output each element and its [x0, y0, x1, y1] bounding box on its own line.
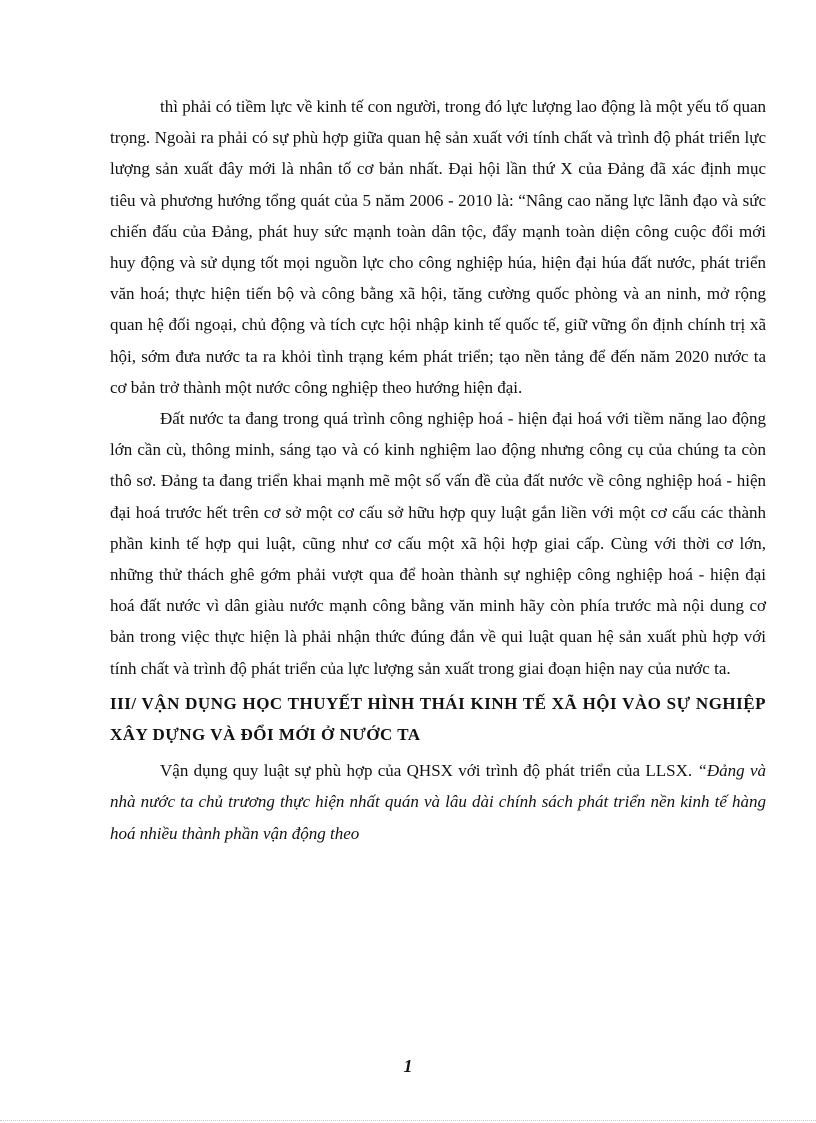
page-body [110, 91, 766, 849]
paragraph-3-intro: Vận dụng quy luật sự phù hợp của QHSX với trình độ phát triển của LLSX. [160, 760, 698, 780]
footer-divider [0, 1120, 816, 1121]
body-paragraph-2: Đất nước ta đang trong quá trình công nghiệp hoá - hiện đại hoá với tiềm năng lao động lớn cần cù, thông minh, sáng tạo và có kinh nghiệm lao động nhưng công cụ của chúng ta còn thô sơ. Đảng ta đang triển khai mạnh mẽ một số vấn đề của đất nước về công nghiệp hoá - hiện đại hoá trước hết trên cơ sở một cơ cấu sở hữu hợp quy luật gắn liền với một cơ cấu các thành phần kinh tế hợp qui luật, cũng như cơ cấu một xã hội hợp giai cấp. Cùng với thời cơ lớn, những thử thách ghê gớm phải vượt qua để hoàn thành sự nghiệp công nghiệp hoá - hiện đại hoá đất nước vì dân giàu nước mạnh công bằng văn minh hãy còn phía trước mà nội dung cơ bản trong việc thực hiện là phải nhận thức đúng đắn về qui luật quan hệ sản xuất phù hợp với tính chất và trình độ phát triển của lực lượng sản xuất trong giai đoạn hiện nay của nước ta. [110, 409, 766, 678]
body-paragraph-1: thì phải có tiềm lực về kinh tế con người, trong đó lực lượng lao động là một yếu tố quan trọng. Ngoài ra phải có sự phù hợp giữa quan hệ sản xuất với tính chất và trình độ phát triển lực lượng sản xuất đây mới là nhân tố cơ bản nhất. Đại hội lần thứ X của Đảng đã xác định mục tiêu và phương hướng tổng quát của 5 năm 2006 - 2010 là: “Nâng cao năng lực lãnh đạo và sức chiến đấu của Đảng, phát huy sức mạnh toàn dân tộc, đẩy mạnh toàn diện công cuộc đổi mới huy động và sử dụng tốt mọi nguồn lực cho công nghiệp húa, hiện đại húa đất nước, phát triển văn hoá; thực hiện tiến bộ và công bằng xã hội, tăng cường quốc phòng và an ninh, mở rộng quan hệ đối ngoại, chủ động và tích cực hội nhập kinh tế quốc tế, giữ vững ổn định chính trị xã hội, sớm đưa nước ta ra khỏi tình trạng kém phát triển; tạo nền tảng để đến năm 2020 nước ta cơ bản trở thành một nước công nghiệp theo hướng hiện đại. [110, 97, 766, 397]
page-number: 1 [403, 1056, 413, 1076]
body-paragraph-3 [110, 755, 766, 850]
paragraph-3-quote: “Đảng và nhà nước ta chủ trương thực hiện nhất quán và lâu dài chính sách phát triển nền kinh tế hàng hoá nhiều thành phần vận động theo [110, 760, 767, 843]
section-heading: III/ VẬN DỤNG HỌC THUYẾT HÌNH THÁI KINH TẾ XÃ HỘI VÀO SỰ NGHIỆP XÂY DỰNG VÀ ĐỔI MỚI Ở NƯỚC TA [110, 693, 766, 745]
